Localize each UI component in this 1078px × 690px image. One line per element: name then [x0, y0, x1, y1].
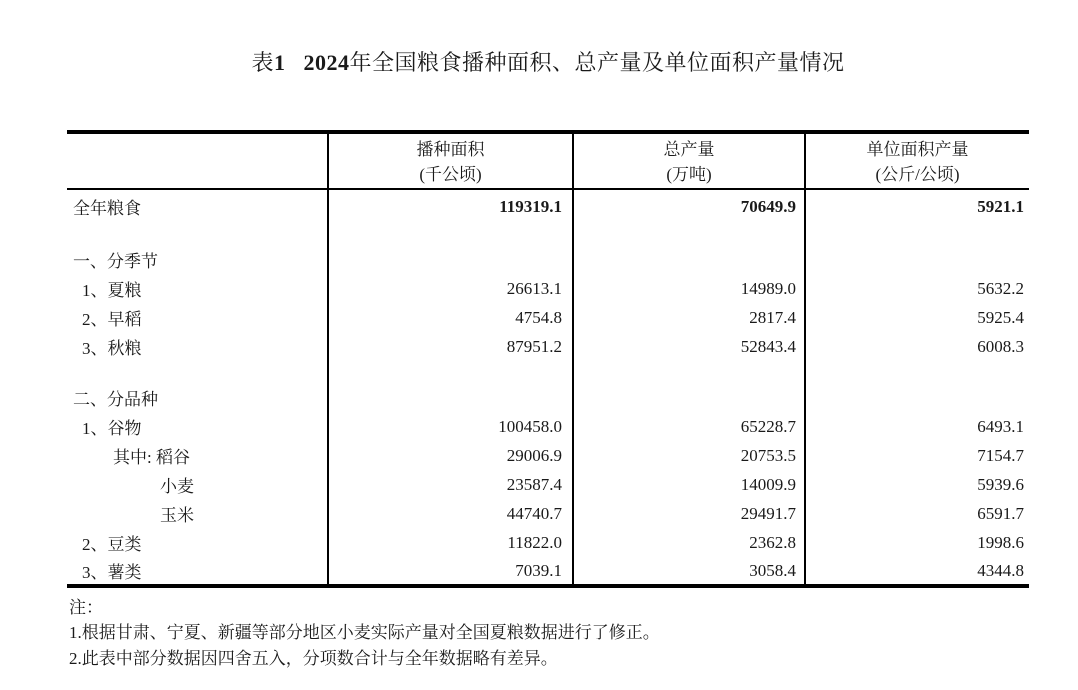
value-yield: 7154.7 [805, 441, 1029, 470]
table-row [67, 332, 1029, 361]
value-total-output: 2817.4 [573, 303, 805, 332]
value-sown-area: 44740.7 [328, 499, 573, 528]
column-unit: (千公顷) [419, 165, 482, 184]
value-total-output: 3058.4 [573, 557, 805, 586]
value-sown-area: 4754.8 [328, 303, 573, 332]
row-label: 二、分品种 [73, 390, 158, 409]
row-label: 1、谷物 [82, 419, 142, 438]
value-total-output: 2362.8 [573, 528, 805, 557]
value-sown-area: 87951.2 [328, 332, 573, 361]
table-row [67, 245, 1029, 274]
grain-statistics-table [67, 130, 1029, 588]
value-yield: 5632.2 [805, 274, 1029, 303]
value-sown-area [328, 245, 573, 274]
value-total-output: 52843.4 [573, 332, 805, 361]
title-table-prefix: 表 [251, 50, 274, 75]
table-row [67, 383, 1029, 412]
row-label: 3、秋粮 [82, 339, 142, 358]
title-text: 年全国粮食播种面积、总产量及单位面积产量情况 [349, 50, 845, 75]
value-yield: 5939.6 [805, 470, 1029, 499]
value-yield: 5925.4 [805, 303, 1029, 332]
value-sown-area: 119319.1 [328, 189, 573, 223]
spacer-row [67, 361, 1029, 383]
title-table-number: 1 [274, 50, 286, 75]
header-cell-total-output [573, 132, 805, 189]
column-name: 单位面积产量 [866, 140, 969, 159]
spacer-cell [67, 361, 328, 383]
spacer-cell [573, 223, 805, 245]
spacer-cell [328, 223, 573, 245]
table-body [67, 189, 1029, 586]
page-title [67, 48, 1029, 78]
value-yield: 4344.8 [805, 557, 1029, 586]
table-row [67, 303, 1029, 332]
row-label: 一、分季节 [73, 252, 158, 271]
row-label: 全年粮食 [73, 199, 141, 218]
table-row [67, 441, 1029, 470]
row-label: 玉米 [160, 506, 194, 525]
note-line: 1.根据甘肃、宁夏、新疆等部分地区小麦实际产量对全国夏粮数据进行了修正。 [69, 623, 660, 642]
table-row [67, 557, 1029, 586]
header-cell-empty [67, 132, 328, 189]
table-row [67, 528, 1029, 557]
table-header-row [67, 132, 1029, 189]
notes-heading: 注： [69, 598, 103, 617]
column-unit: (公斤/公顷) [875, 165, 960, 184]
value-total-output [573, 383, 805, 412]
value-yield: 1998.6 [805, 528, 1029, 557]
row-label: 小麦 [160, 477, 194, 496]
spacer-cell [805, 223, 1029, 245]
spacer-cell [67, 223, 328, 245]
value-total-output: 14009.9 [573, 470, 805, 499]
value-yield: 6493.1 [805, 412, 1029, 441]
column-name: 总产量 [663, 140, 715, 159]
value-sown-area: 23587.4 [328, 470, 573, 499]
row-label: 2、豆类 [82, 535, 142, 554]
value-yield: 6008.3 [805, 332, 1029, 361]
value-total-output: 70649.9 [573, 189, 805, 223]
row-label: 2、早稻 [82, 310, 142, 329]
footnotes [69, 595, 1031, 672]
value-yield: 6591.7 [805, 499, 1029, 528]
table-row [67, 499, 1029, 528]
table-row [67, 274, 1029, 303]
header-cell-sown-area [328, 132, 573, 189]
table-row [67, 412, 1029, 441]
value-total-output: 65228.7 [573, 412, 805, 441]
value-sown-area: 11822.0 [328, 528, 573, 557]
value-sown-area [328, 383, 573, 412]
spacer-cell [805, 361, 1029, 383]
value-sown-area: 29006.9 [328, 441, 573, 470]
value-sown-area: 7039.1 [328, 557, 573, 586]
table-row [67, 470, 1029, 499]
spacer-cell [328, 361, 573, 383]
table-header [67, 132, 1029, 189]
column-unit: (万吨) [666, 165, 712, 184]
note-line: 2.此表中部分数据因四舍五入，分项数合计与全年数据略有差异。 [69, 649, 558, 668]
value-total-output: 29491.7 [573, 499, 805, 528]
row-label: 其中: 稻谷 [113, 448, 190, 467]
value-sown-area: 26613.1 [328, 274, 573, 303]
value-total-output [573, 245, 805, 274]
value-sown-area: 100458.0 [328, 412, 573, 441]
table-row [67, 189, 1029, 223]
spacer-cell [573, 361, 805, 383]
row-label: 3、薯类 [82, 563, 142, 582]
row-label: 1、夏粮 [82, 281, 142, 300]
value-yield [805, 245, 1029, 274]
header-cell-yield [805, 132, 1029, 189]
value-yield: 5921.1 [805, 189, 1029, 223]
value-yield [805, 383, 1029, 412]
title-year: 2024 [303, 50, 350, 75]
spacer-row [67, 223, 1029, 245]
value-total-output: 20753.5 [573, 441, 805, 470]
value-total-output: 14989.0 [573, 274, 805, 303]
column-name: 播种面积 [416, 140, 485, 159]
